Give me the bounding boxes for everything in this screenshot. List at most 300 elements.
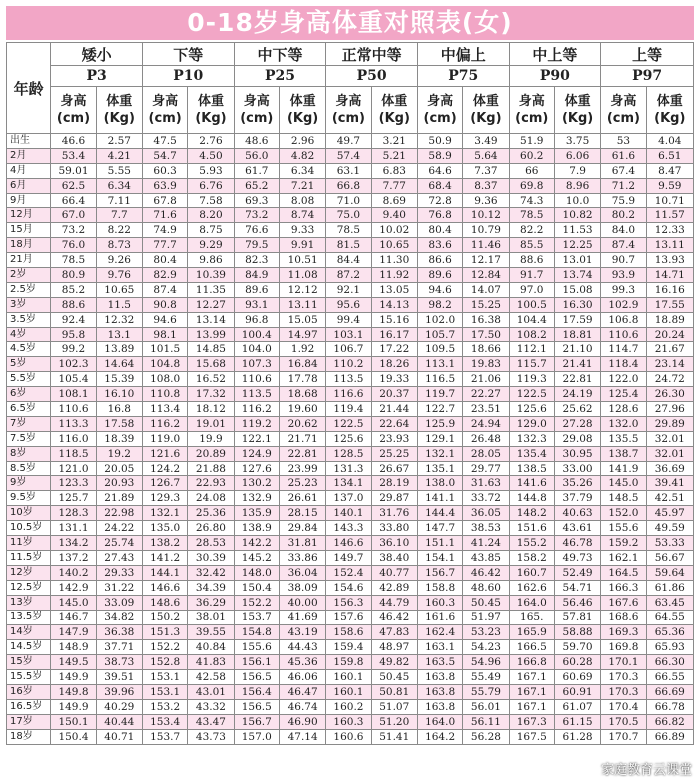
weight-cell: 36.69 (646, 461, 693, 476)
height-cell: 103.1 (326, 327, 371, 342)
height-cell: 80.4 (142, 253, 187, 268)
height-unit-header: 身高 (cm) (601, 87, 646, 134)
weight-cell: 46.74 (279, 699, 325, 714)
height-cell: 132.0 (601, 416, 646, 431)
level-header: 正常中等 (326, 43, 418, 66)
height-cell: 104.4 (509, 312, 554, 327)
age-cell: 21月 (7, 253, 51, 268)
height-unit-header: 身高 (cm) (51, 87, 96, 134)
weight-cell: 25.36 (188, 506, 234, 521)
height-cell: 92.4 (51, 312, 96, 327)
height-cell: 158.2 (509, 550, 554, 565)
age-cell: 11.5岁 (7, 550, 51, 565)
height-cell: 122.0 (601, 372, 646, 387)
height-cell: 76.0 (51, 238, 96, 253)
weight-cell: 24.22 (96, 521, 142, 536)
age-cell: 9月 (7, 193, 51, 208)
height-cell: 155.6 (234, 640, 279, 655)
height-cell: 89.6 (417, 268, 462, 283)
weight-cell: 37.79 (554, 491, 600, 506)
weight-cell: 56.11 (463, 714, 509, 729)
height-cell: 58.9 (417, 148, 462, 163)
height-cell: 118.4 (601, 357, 646, 372)
height-cell: 138.2 (142, 536, 187, 551)
height-cell: 99.3 (601, 282, 646, 297)
height-cell: 128.5 (326, 446, 371, 461)
weight-cell: 9.86 (188, 253, 234, 268)
height-cell: 158.6 (326, 625, 371, 640)
weight-cell: 8.69 (371, 193, 417, 208)
height-cell: 116.5 (417, 372, 462, 387)
height-cell: 130.2 (234, 476, 279, 491)
height-cell: 100.4 (234, 327, 279, 342)
height-cell: 160.1 (326, 684, 371, 699)
weight-cell: 36.04 (279, 565, 325, 580)
weight-cell: 29.77 (463, 461, 509, 476)
height-cell: 67.4 (601, 163, 646, 178)
height-cell: 71.6 (142, 208, 187, 223)
table-row (7, 193, 694, 208)
height-cell: 138.5 (509, 461, 554, 476)
height-cell: 165. (509, 610, 554, 625)
weight-cell: 34.39 (188, 580, 234, 595)
weight-cell: 18.89 (646, 312, 693, 327)
age-cell: 15岁 (7, 655, 51, 670)
height-cell: 72.8 (417, 193, 462, 208)
weight-cell: 33.09 (96, 595, 142, 610)
weight-cell: 43.47 (188, 714, 234, 729)
weight-cell: 4.04 (646, 134, 693, 149)
weight-cell: 16.84 (279, 357, 325, 372)
weight-cell: 22.81 (279, 446, 325, 461)
weight-cell: 61.28 (554, 729, 600, 744)
weight-cell: 66.89 (646, 729, 693, 744)
height-cell: 46.6 (51, 134, 96, 149)
weight-cell: 39.41 (646, 476, 693, 491)
height-cell: 129.3 (142, 491, 187, 506)
height-cell: 167.1 (509, 684, 554, 699)
height-cell: 138.9 (234, 521, 279, 536)
height-cell: 73.2 (234, 208, 279, 223)
height-cell: 75.0 (326, 208, 371, 223)
age-cell: 3岁 (7, 297, 51, 312)
age-cell: 17岁 (7, 714, 51, 729)
height-cell: 116.0 (51, 431, 96, 446)
height-cell: 82.3 (234, 253, 279, 268)
height-cell: 78.5 (51, 253, 96, 268)
age-cell: 8岁 (7, 446, 51, 461)
weight-cell: 40.63 (554, 506, 600, 521)
height-cell: 108.1 (51, 387, 96, 402)
height-unit-header: 身高 (cm) (142, 87, 187, 134)
table-row (7, 550, 694, 565)
weight-cell: 29.33 (96, 565, 142, 580)
height-cell: 147.7 (417, 521, 462, 536)
height-cell: 138.7 (601, 446, 646, 461)
weight-cell: 21.44 (371, 402, 417, 417)
weight-cell: 17.58 (96, 416, 142, 431)
weight-cell: 11.5 (96, 297, 142, 312)
height-cell: 156.5 (234, 670, 279, 685)
height-cell: 119.3 (509, 372, 554, 387)
weight-cell: 11.35 (188, 282, 234, 297)
weight-cell: 9.40 (371, 208, 417, 223)
height-cell: 61.6 (601, 148, 646, 163)
height-cell: 132.3 (509, 431, 554, 446)
weight-cell: 12.27 (188, 297, 234, 312)
height-cell: 87.2 (326, 268, 371, 283)
height-cell: 65.2 (234, 178, 279, 193)
weight-cell: 39.96 (96, 684, 142, 699)
height-cell: 149.9 (51, 699, 96, 714)
weight-cell: 19.2 (96, 446, 142, 461)
weight-cell: 13.1 (96, 327, 142, 342)
growth-chart-table (6, 42, 694, 745)
height-cell: 148.6 (142, 595, 187, 610)
height-cell: 61.7 (234, 163, 279, 178)
height-cell: 132.1 (142, 506, 187, 521)
weight-cell: 9.76 (96, 268, 142, 283)
height-cell: 156.7 (417, 565, 462, 580)
height-cell: 147.9 (51, 625, 96, 640)
height-cell: 141.1 (417, 491, 462, 506)
height-cell: 54.7 (142, 148, 187, 163)
weight-unit-header: 体重 (Kg) (371, 87, 417, 134)
height-cell: 63.9 (142, 178, 187, 193)
weight-cell: 17.55 (646, 297, 693, 312)
height-cell: 69.3 (234, 193, 279, 208)
weight-cell: 58.88 (554, 625, 600, 640)
weight-cell: 8.73 (96, 238, 142, 253)
percentile-header: P97 (601, 66, 694, 87)
height-cell: 156.3 (326, 595, 371, 610)
height-cell: 116.2 (234, 402, 279, 417)
height-cell: 124.2 (142, 461, 187, 476)
weight-cell: 37.71 (96, 640, 142, 655)
weight-cell: 18.81 (554, 327, 600, 342)
weight-cell: 22.27 (463, 387, 509, 402)
height-cell: 125.6 (326, 431, 371, 446)
weight-cell: 46.90 (279, 714, 325, 729)
height-cell: 119.7 (417, 387, 462, 402)
weight-cell: 49.59 (646, 521, 693, 536)
weight-cell: 66.82 (646, 714, 693, 729)
table-row (7, 491, 694, 506)
weight-cell: 43.19 (279, 625, 325, 640)
percentile-header: P10 (142, 66, 234, 87)
height-cell: 164.5 (601, 565, 646, 580)
weight-cell: 14.64 (96, 357, 142, 372)
weight-cell: 5.55 (96, 163, 142, 178)
height-cell: 166.3 (601, 580, 646, 595)
weight-cell: 6.83 (371, 163, 417, 178)
weight-cell: 13.89 (96, 342, 142, 357)
weight-cell: 56.28 (463, 729, 509, 744)
weight-cell: 13.74 (554, 268, 600, 283)
weight-cell: 66.55 (646, 670, 693, 685)
height-cell: 102.0 (417, 312, 462, 327)
height-cell: 141.6 (509, 476, 554, 491)
height-cell: 134.1 (326, 476, 371, 491)
weight-cell: 25.23 (279, 476, 325, 491)
height-cell: 166.8 (509, 655, 554, 670)
weight-cell: 8.96 (554, 178, 600, 193)
weight-cell: 45.97 (646, 506, 693, 521)
height-cell: 151.3 (142, 625, 187, 640)
weight-cell: 4.82 (279, 148, 325, 163)
weight-cell: 16.30 (554, 297, 600, 312)
table-row (7, 208, 694, 223)
weight-cell: 26.61 (279, 491, 325, 506)
height-cell: 141.9 (601, 461, 646, 476)
height-cell: 153.1 (142, 670, 187, 685)
table-row (7, 476, 694, 491)
weight-cell: 30.39 (188, 550, 234, 565)
height-unit-header: 身高 (cm) (326, 87, 371, 134)
height-cell: 135.1 (417, 461, 462, 476)
height-cell: 75.9 (601, 193, 646, 208)
height-cell: 74.3 (509, 193, 554, 208)
table-body (7, 134, 694, 745)
table-row (7, 536, 694, 551)
age-cell: 12月 (7, 208, 51, 223)
weight-cell: 64.55 (646, 610, 693, 625)
height-cell: 74.9 (142, 223, 187, 238)
height-cell: 162.1 (601, 550, 646, 565)
weight-cell: 52.49 (554, 565, 600, 580)
weight-cell: 21.71 (279, 431, 325, 446)
weight-cell: 43.01 (188, 684, 234, 699)
table-row (7, 268, 694, 283)
weight-cell: 16.16 (646, 282, 693, 297)
table-row (7, 163, 694, 178)
age-cell: 18岁 (7, 729, 51, 744)
height-cell: 94.6 (142, 312, 187, 327)
height-cell: 113.4 (142, 402, 187, 417)
weight-cell: 23.51 (463, 402, 509, 417)
height-cell: 108.2 (509, 327, 554, 342)
height-cell: 80.9 (51, 268, 96, 283)
height-cell: 67.0 (51, 208, 96, 223)
table-header (7, 43, 694, 134)
height-cell: 154.8 (234, 625, 279, 640)
height-cell: 110.2 (326, 357, 371, 372)
table-row (7, 684, 694, 699)
table-row (7, 714, 694, 729)
table-row (7, 416, 694, 431)
weight-cell: 42.51 (646, 491, 693, 506)
height-cell: 160.1 (326, 670, 371, 685)
height-cell: 148.2 (509, 506, 554, 521)
weight-unit-header: 体重 (Kg) (96, 87, 142, 134)
height-cell: 66.8 (326, 178, 371, 193)
height-cell: 170.7 (601, 729, 646, 744)
table-row (7, 402, 694, 417)
height-cell: 167.1 (509, 670, 554, 685)
weight-cell: 20.62 (279, 416, 325, 431)
height-cell: 124.9 (234, 446, 279, 461)
weight-cell: 7.7 (96, 208, 142, 223)
weight-cell: 7.58 (188, 193, 234, 208)
height-cell: 170.3 (601, 684, 646, 699)
height-cell: 88.6 (509, 253, 554, 268)
height-cell: 91.7 (509, 268, 554, 283)
height-cell: 93.1 (234, 297, 279, 312)
height-cell: 66 (509, 163, 554, 178)
height-cell: 140.1 (326, 506, 371, 521)
height-cell: 150.4 (234, 580, 279, 595)
age-cell: 7岁 (7, 416, 51, 431)
weight-cell: 19.33 (371, 372, 417, 387)
weight-cell: 24.08 (188, 491, 234, 506)
height-cell: 93.9 (601, 268, 646, 283)
weight-cell: 43.73 (188, 729, 234, 744)
height-cell: 167.3 (509, 714, 554, 729)
weight-cell: 6.51 (646, 148, 693, 163)
height-unit-header: 身高 (cm) (417, 87, 462, 134)
weight-cell: 42.89 (371, 580, 417, 595)
table-row (7, 461, 694, 476)
weight-cell: 2.96 (279, 134, 325, 149)
height-cell: 125.7 (51, 491, 96, 506)
weight-cell: 24.72 (646, 372, 693, 387)
height-cell: 137.0 (326, 491, 371, 506)
age-cell: 10岁 (7, 506, 51, 521)
weight-cell: 51.97 (463, 610, 509, 625)
height-cell: 167.5 (509, 729, 554, 744)
height-cell: 48.6 (234, 134, 279, 149)
weight-cell: 22.98 (96, 506, 142, 521)
weight-cell: 20.05 (96, 461, 142, 476)
height-cell: 137.2 (51, 550, 96, 565)
height-cell: 90.8 (142, 297, 187, 312)
age-cell: 16.5岁 (7, 699, 51, 714)
weight-cell: 23.14 (646, 357, 693, 372)
weight-cell: 7.21 (279, 178, 325, 193)
weight-cell: 28.53 (188, 536, 234, 551)
weight-cell: 57.81 (554, 610, 600, 625)
weight-cell: 10.79 (463, 223, 509, 238)
weight-cell: 19.60 (279, 402, 325, 417)
table-row (7, 282, 694, 297)
age-cell: 2岁 (7, 268, 51, 283)
weight-cell: 28.19 (371, 476, 417, 491)
weight-cell: 43.32 (188, 699, 234, 714)
height-cell: 135.0 (142, 521, 187, 536)
height-cell: 100.5 (509, 297, 554, 312)
weight-cell: 38.40 (371, 550, 417, 565)
weight-cell: 31.81 (279, 536, 325, 551)
height-cell: 128.3 (51, 506, 96, 521)
age-cell: 15月 (7, 223, 51, 238)
weight-cell: 7.9 (554, 163, 600, 178)
height-cell: 101.5 (142, 342, 187, 357)
weight-cell: 46.78 (554, 536, 600, 551)
height-cell: 125.6 (509, 402, 554, 417)
age-cell: 6.5岁 (7, 402, 51, 417)
height-cell: 105.7 (417, 327, 462, 342)
height-cell: 104.8 (142, 357, 187, 372)
weight-cell: 20.89 (188, 446, 234, 461)
weight-cell: 38.09 (279, 580, 325, 595)
weight-cell: 7.11 (96, 193, 142, 208)
weight-cell: 17.22 (371, 342, 417, 357)
height-unit-header: 身高 (cm) (509, 87, 554, 134)
weight-cell: 66.30 (646, 655, 693, 670)
height-cell: 163.8 (417, 670, 462, 685)
age-cell: 2月 (7, 148, 51, 163)
table-row (7, 729, 694, 744)
weight-cell: 13.93 (646, 253, 693, 268)
height-cell: 66.4 (51, 193, 96, 208)
weight-cell: 36.05 (463, 506, 509, 521)
height-cell: 47.5 (142, 134, 187, 149)
age-cell: 14.5岁 (7, 640, 51, 655)
height-cell: 156.4 (234, 684, 279, 699)
watermark: 家庭教育云课堂 (600, 763, 692, 778)
height-cell: 122.5 (509, 387, 554, 402)
table-row (7, 238, 694, 253)
age-cell: 8.5岁 (7, 461, 51, 476)
weight-cell: 11.92 (371, 268, 417, 283)
weight-cell: 13.11 (279, 297, 325, 312)
height-cell: 149.9 (51, 670, 96, 685)
age-cell: 6月 (7, 178, 51, 193)
height-cell: 150.1 (51, 714, 96, 729)
weight-cell: 15.39 (96, 372, 142, 387)
age-cell: 9岁 (7, 476, 51, 491)
height-cell: 152.2 (234, 595, 279, 610)
height-cell: 96.8 (234, 312, 279, 327)
weight-cell: 9.59 (646, 178, 693, 193)
height-cell: 148.5 (601, 491, 646, 506)
height-cell: 140.2 (51, 565, 96, 580)
height-cell: 59.01 (51, 163, 96, 178)
percentile-header: P90 (509, 66, 601, 87)
height-cell: 135.4 (509, 446, 554, 461)
weight-cell: 4.50 (188, 148, 234, 163)
weight-cell: 10.65 (371, 238, 417, 253)
weight-cell: 29.08 (554, 431, 600, 446)
height-cell: 163.8 (417, 699, 462, 714)
weight-cell: 26.80 (188, 521, 234, 536)
height-cell: 144.1 (142, 565, 187, 580)
height-cell: 112.1 (509, 342, 554, 357)
weight-cell: 14.97 (279, 327, 325, 342)
level-header: 下等 (142, 43, 234, 66)
weight-cell: 31.63 (463, 476, 509, 491)
weight-cell: 29.89 (646, 416, 693, 431)
height-cell: 126.7 (142, 476, 187, 491)
height-cell: 149.8 (51, 684, 96, 699)
height-cell: 98.1 (142, 327, 187, 342)
height-cell: 129.0 (509, 416, 554, 431)
table-row (7, 372, 694, 387)
weight-cell: 3.75 (554, 134, 600, 149)
weight-cell: 59.64 (646, 565, 693, 580)
height-cell: 145.0 (51, 595, 96, 610)
weight-cell: 66.78 (646, 699, 693, 714)
height-cell: 113.5 (326, 372, 371, 387)
weight-cell: 38.53 (463, 521, 509, 536)
height-cell: 127.6 (234, 461, 279, 476)
height-cell: 167.6 (601, 595, 646, 610)
height-cell: 159.2 (601, 536, 646, 551)
height-cell: 165.9 (509, 625, 554, 640)
weight-cell: 65.93 (646, 640, 693, 655)
weight-cell: 29.84 (279, 521, 325, 536)
height-cell: 121.0 (51, 461, 96, 476)
